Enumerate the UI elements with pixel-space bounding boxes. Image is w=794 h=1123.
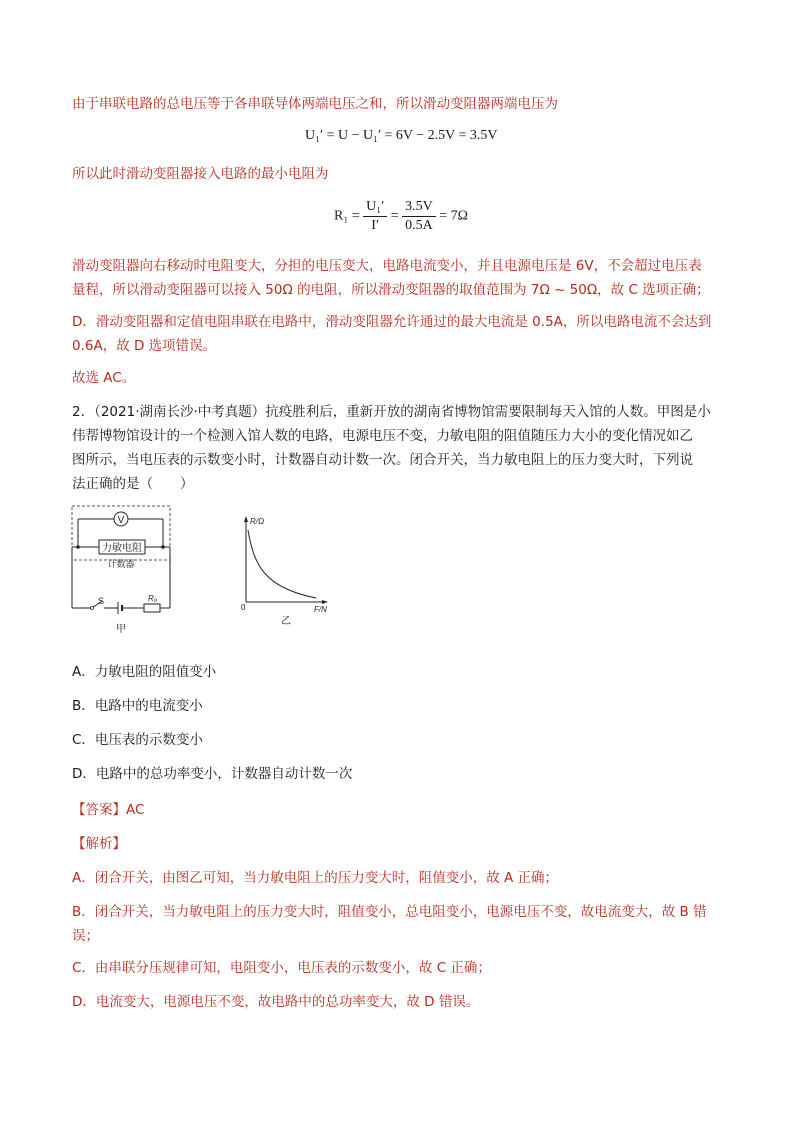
equation-voltage-lhs: U₁′ <box>305 128 324 143</box>
fraction-numeric <box>402 198 436 235</box>
answer-value: AC <box>126 802 145 818</box>
fraction-symbolic <box>363 198 387 235</box>
paragraph-min-resistance: 所以此时滑动变阻器接入电路的最小电阻为 <box>72 166 329 182</box>
option-c: C．电压表的示数变小 <box>72 732 203 748</box>
option-a: A．力敏电阻的阻值变小 <box>72 664 217 680</box>
equation-voltage <box>305 128 498 144</box>
fraction-symbolic-denominator: I′ <box>371 218 380 233</box>
equation-resistance <box>334 198 514 238</box>
fraction-numeric-denominator: 0.5A <box>405 218 433 233</box>
equation-equals: = <box>390 208 399 224</box>
switch-label: S <box>98 596 105 606</box>
voltmeter-label: V <box>117 515 125 526</box>
equation-resistance-result: = 7Ω <box>439 208 469 224</box>
r0-label: R₀ <box>148 594 158 603</box>
question-line-4: 法正确的是（ ） <box>72 476 194 492</box>
question-line-3: 图所示，当电压表的示数变小时，计数器自动计数一次。闭合开关，当力敏电阻上的压力变大时，下列说 <box>72 452 693 468</box>
question-line-2: 伟帮博物馆设计的一个检测入馆人数的电路，电源电压不变，力敏电阻的阻值随压力大小的变化情况如乙 <box>72 428 693 444</box>
fraction-symbolic-numerator: U₁′ <box>363 198 387 217</box>
graph-origin: 0 <box>241 603 246 612</box>
option-d: D．电路中的总功率变小，计数器自动计数一次 <box>72 766 353 782</box>
graph-x-label: F/N <box>314 605 327 614</box>
resistance-force-graph <box>236 512 336 632</box>
question-line-1: 2．（2021·湖南长沙·中考真题）抗疫胜利后，重新开放的湖南省博物馆需要限制每天入馆的人数。甲图是小 <box>72 404 711 420</box>
counter-label: 计数器 <box>107 559 135 569</box>
analysis-tag: 【解析】 <box>72 836 126 852</box>
equation-voltage-rhs: = U − U₁′ = 6V − 2.5V = 3.5V <box>326 128 498 143</box>
analysis-a: A．闭合开关，由图乙可知，当力敏电阻上的压力变大时，阻值变小，故 A 正确； <box>72 870 559 886</box>
equation-resistance-lhs: R₁ = <box>334 208 360 224</box>
analysis-b-line2: 误； <box>72 928 99 944</box>
r0-resistor <box>144 604 160 612</box>
analysis-c: C．由串联分压规律可知，电阻变小，电压表的示数变小，故 C 正确； <box>72 960 491 976</box>
option-b: B．电路中的电流变小 <box>72 698 203 714</box>
paragraph-final-choice: 故选 AC。 <box>72 370 136 386</box>
fraction-numeric-numerator: 3.5V <box>402 198 436 217</box>
paragraph-range-line2: 量程，所以滑动变阻器可以接入 50Ω 的电阻，所以滑动变阻器的取值范围为 7Ω ~ 50Ω，故 C 选项正确； <box>72 282 710 298</box>
figure-caption-yi: 乙 <box>281 616 291 627</box>
figure-caption-jia: 甲 <box>116 624 126 635</box>
resistor-label: 力敏电阻 <box>102 543 142 554</box>
paragraph-range-line1: 滑动变阻器向右移动时电阻变大，分担的电压变大，电路电流变小，并且电源电压是 6V，不会超过电压表 <box>72 258 702 274</box>
resistance-curve <box>248 530 316 598</box>
analysis-d: D．电流变大，电源电压不变，故电路中的总功率变大，故 D 错误。 <box>72 994 480 1010</box>
paragraph-series-voltage: 由于串联电路的总电压等于各串联导体两端电压之和，所以滑动变阻器两端电压为 <box>72 96 558 112</box>
paragraph-option-d-line1: D．滑动变阻器和定值电阻串联在电路中，滑动变阻器允许通过的最大电流是 0.5A，所以电路电流不会达到 <box>72 314 712 330</box>
answer-tag: 【答案】 <box>72 802 126 818</box>
paragraph-option-d-line2: 0.6A，故 D 选项错误。 <box>72 338 217 354</box>
graph-y-label: R/Ω <box>250 517 265 526</box>
answer-line <box>72 798 722 822</box>
analysis-b-line1: B．闭合开关，当力敏电阻上的压力变大时，阻值变小，总电阻变小，电源电压不变，故电流变大，故 B 错 <box>72 904 707 920</box>
circuit-diagram <box>66 504 186 640</box>
